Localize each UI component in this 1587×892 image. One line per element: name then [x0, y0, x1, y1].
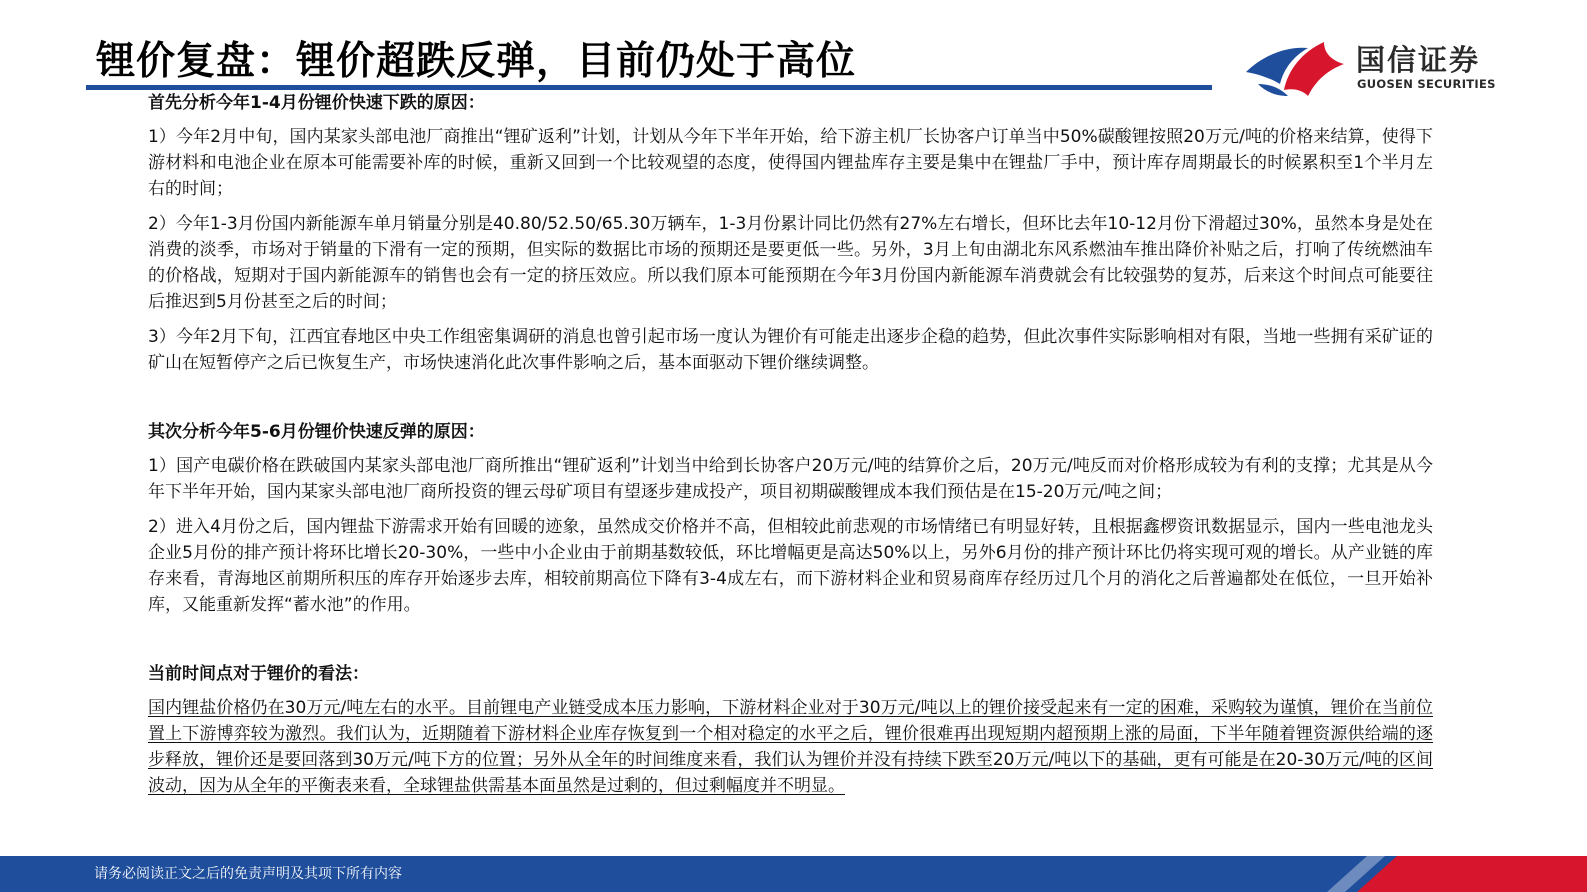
- paragraph-outlook: 国内锂盐价格仍在30万元/吨左右的水平。目前锂电产业链受成本压力影响，下游材料企业对于30万元/吨以上的锂价接受起来有一定的困难，采购较为谨慎，锂价在当前位置上下游博弈较为激烈。我们认为，近期随着下游材料企业库存恢复到一个相对稳定的水平之后，锂价很难再出现短期内超预期上涨的局面，下半年随着锂资源供给端的逐步释放，锂价还是要回落到30万元/吨下方的位置；另外从全年的时间维度来看，我们认为锂价并没有持续下跌至20万元/吨以下的基础，更有可能是在20-30万元/吨的区间波动，因为从全年的平衡表来看，全球锂盐供需基本面虽然是过剩的，但过剩幅度并不明显。: [148, 698, 1433, 796]
- footer-disclaimer: 请务必阅读正文之后的免责声明及其项下所有内容: [94, 866, 402, 882]
- footer-bar: [0, 856, 1587, 892]
- footer-accent-stripe-icon: [1207, 856, 1587, 892]
- paragraph: 2）进入4月份之后，国内锂盐下游需求开始有回暖的迹象，虽然成交价格并不高，但相较此前悲观的市场情绪已有明显好转，且根据鑫椤资讯数据显示，国内一些电池龙头企业5月份的排产预计将环比增长20-30%，一些中小企业由于前期基数较低，环比增幅更是高达50%以上，另外6月份的排产预计环比仍将实现可观的增长。从产业链的库存来看，青海地区前期所积压的库存开始逐步去库，相较前期高位下降有3-4成左右，而下游材料企业和贸易商库存经历过几个月的消化之后普遍都处在低位，一旦开始补库，又能重新发挥“蓄水池”的作用。: [148, 517, 1433, 615]
- paragraph: 1）今年2月中旬，国内某家头部电池厂商推出“锂矿返利”计划，计划从今年下半年开始，给下游主机厂长协客户订单当中50%碳酸锂按照20万元/吨的价格来结算，使得下游材料和电池企业在原本可能需要补库的时候，重新又回到一个比较观望的态度，使得国内锂盐库存主要是集中在锂盐厂手中，预计库存周期最长的时候累积至1个半月左右的时间；: [148, 127, 1433, 199]
- section-heading-decline: 首先分析今年1-4月份锂价快速下跌的原因：: [148, 93, 485, 113]
- section-heading-rebound: 其次分析今年5-6月份锂价快速反弹的原因：: [148, 422, 485, 442]
- page-title: 锂价复盘：锂价超跌反弹，目前仍处于高位: [96, 39, 857, 84]
- section-heading-outlook: 当前时间点对于锂价的看法：: [148, 664, 369, 684]
- report-body: [148, 90, 1433, 808]
- paragraph: 2）今年1-3月份国内新能源车单月销量分别是40.80/52.50/65.30万辆车，1-3月份累计同比仍然有27%左右增长，但环比去年10-12月份下滑超过30%，虽然本身是处在消费的淡季，市场对于销量的下滑有一定的预期，但实际的数据比市场的预期还是要更低一些。另外，3月上旬由湖北东风系燃油车推出降价补贴之后，打响了传统燃油车的价格战，短期对于国内新能源车的销售也会有一定的挤压效应。所以我们原本可能预期在今年3月份国内新能源车消费就会有比较强势的复苏，后来这个时间点可能要往后推迟到5月份甚至之后的时间；: [148, 214, 1433, 312]
- logo-name-en: GUOSEN SECURITIES: [1357, 77, 1496, 91]
- logo-name-cn: 国信证券: [1356, 43, 1481, 77]
- section-gap: [148, 385, 1433, 419]
- section-gap: [148, 627, 1433, 661]
- paragraph: 3）今年2月下旬，江西宜春地区中央工作组密集调研的消息也曾引起市场一度认为锂价有可能走出逐步企稳的趋势，但此次事件实际影响相对有限，当地一些拥有采矿证的矿山在短暂停产之后已恢复生产，市场快速消化此次事件影响之后，基本面驱动下锂价继续调整。: [148, 327, 1433, 373]
- paragraph: 1）国产电碳价格在跌破国内某家头部电池厂商所推出“锂矿返利”计划当中给到长协客户20万元/吨的结算价之后，20万元/吨反而对价格形成较为有利的支撑；尤其是从今年下半年开始，国内某家头部电池厂商所投资的锂云母矿项目有望逐步建成投产，项目初期碳酸锂成本我们预估是在15-20万元/吨之间；: [148, 456, 1433, 502]
